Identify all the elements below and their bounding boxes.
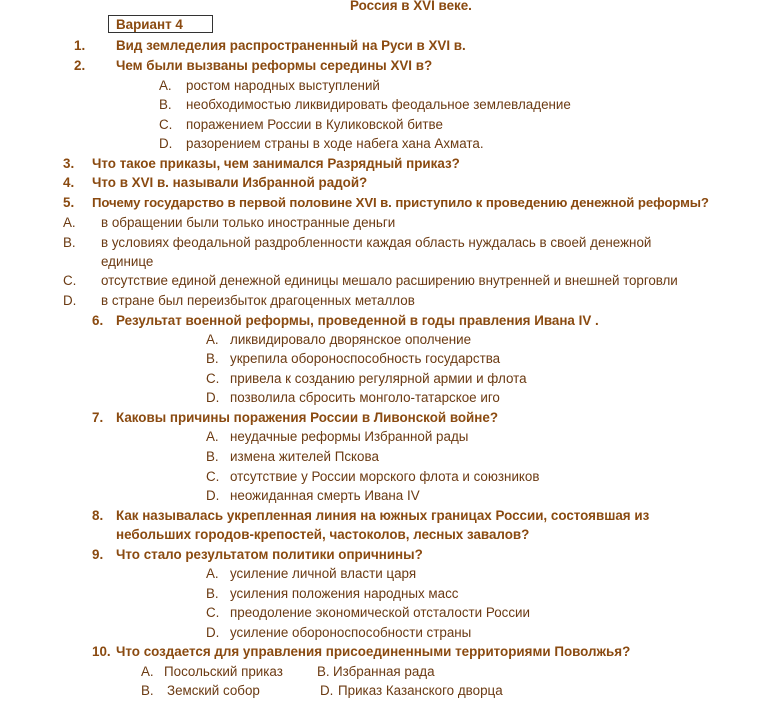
question-1-number: 1. (74, 38, 86, 53)
question-9-text: Что стало результатом политики опричнины? (116, 547, 423, 562)
q2-option-a-text: ростом народных выступлений (186, 78, 380, 93)
q9-option-c-letter: C. (206, 605, 220, 620)
q2-option-c-text: поражением России в Куликовской битве (186, 117, 443, 132)
q6-option-c-text: привела к созданию регулярной армии и флота (230, 371, 527, 386)
page-title: Россия в XVI веке. (350, 0, 472, 13)
q10-option-a-letter: A. (141, 664, 154, 679)
question-6-number: 6. (92, 313, 104, 328)
question-10-number: 10. (92, 644, 111, 659)
q9-option-b-text: усиления положения народных масс (230, 586, 459, 601)
q10-option-b-letter: B. (317, 664, 330, 679)
q9-option-c-text: преодоление экономической отсталости России (230, 605, 531, 620)
q2-option-d-text: разорением страны в ходе набега хана Ахмата. (186, 136, 484, 151)
q6-option-a-letter: A. (206, 332, 219, 347)
q7-option-c-text: отсутствие у России морского флота и союзников (230, 469, 540, 484)
question-2-number: 2. (74, 58, 86, 73)
q9-option-d-text: усиление обороноспособности страны (230, 625, 472, 640)
q7-option-d-text: неожиданная смерть Ивана IV (230, 488, 420, 503)
q9-option-d-letter: D. (206, 625, 220, 640)
q5-option-a-letter: A. (63, 215, 76, 230)
variant-box (108, 15, 213, 33)
q5-option-b-text-cont: единице (101, 254, 154, 269)
question-8-text: Как называлась укрепленная линия на южных границах России, состоявшая из (116, 508, 650, 523)
q5-option-d-text: в стране был переизбыток драгоценных металлов (101, 293, 415, 308)
q10-option-d-letter: D. (320, 683, 334, 698)
question-10-text: Что создается для управления присоединенными территориями Поволжья? (116, 644, 631, 659)
q2-option-c-letter: C. (159, 117, 173, 132)
q5-option-b-text: в условиях феодальной раздробленности каждая область нуждалась в своей денежной (101, 235, 652, 250)
q5-option-c-letter: C. (63, 273, 77, 288)
q6-option-c-letter: C. (206, 371, 220, 386)
question-7-number: 7. (92, 410, 104, 425)
q7-option-a-text: неудачные реформы Избранной рады (230, 429, 469, 444)
q2-option-b-letter: B. (159, 97, 172, 112)
q6-option-d-letter: D. (206, 390, 220, 405)
q7-option-c-letter: C. (206, 469, 220, 484)
question-9-number: 9. (92, 547, 104, 562)
q2-option-d-letter: D. (159, 136, 173, 151)
question-4-text: Что в XVI в. называли Избранной радой? (92, 175, 368, 190)
question-5-number: 5. (63, 195, 75, 210)
question-4-number: 4. (63, 175, 75, 190)
q5-option-a-text: в обращении были только иностранные деньги (101, 215, 396, 230)
question-5-text: Почему государство в первой половине XVI в. приступило к проведению денежной реформы? (92, 195, 709, 210)
q7-option-a-letter: A. (206, 429, 219, 444)
question-3-number: 3. (63, 156, 75, 171)
q10-option-a-text: Посольский приказ (164, 664, 283, 679)
q5-option-b-letter: B. (63, 235, 76, 250)
question-2-text: Чем были вызваны реформы середины XVI в? (116, 58, 433, 73)
q10-option-c-letter: B. (141, 683, 154, 698)
q5-option-d-letter: D. (63, 293, 77, 308)
q2-option-b-text: необходимостью ликвидировать феодальное землевладение (186, 97, 571, 112)
q2-option-a-letter: A. (159, 78, 172, 93)
q6-option-b-letter: B. (206, 351, 219, 366)
q9-option-b-letter: B. (206, 586, 219, 601)
q9-option-a-text: усиление личной власти царя (230, 566, 417, 581)
question-6-text: Результат военной реформы, проведенной в годы правления Ивана IV . (116, 313, 599, 328)
question-3-text: Что такое приказы, чем занимался Разрядный приказ? (92, 156, 460, 171)
q7-option-d-letter: D. (206, 488, 220, 503)
q5-option-c-text: отсутствие единой денежной единицы мешало расширению внутренней и внешней торговли (101, 273, 678, 288)
question-8-number: 8. (92, 508, 104, 523)
q6-option-d-text: позволила сбросить монголо-татарское иго (230, 390, 500, 405)
q7-option-b-text: измена жителей Пскова (230, 449, 379, 464)
q10-option-b-text: Избранная рада (333, 664, 435, 679)
q6-option-b-text: укрепила обороноспособность государства (230, 351, 501, 366)
q7-option-b-letter: B. (206, 449, 219, 464)
q6-option-a-text: ликвидировало дворянское ополчение (230, 332, 472, 347)
q9-option-a-letter: A. (206, 566, 219, 581)
variant-label: Вариант 4 (116, 17, 183, 32)
question-7-text: Каковы причины поражения России в Ливонской войне? (116, 410, 499, 425)
q10-option-c-text: Земский собор (167, 683, 260, 698)
q10-option-d-text: Приказ Казанского дворца (338, 683, 503, 698)
question-1-text: Вид земледелия распространенный на Руси в XVI в. (116, 38, 466, 53)
question-8-text-cont: небольших городов-крепостей, частоколов, лесных завалов? (116, 527, 530, 542)
